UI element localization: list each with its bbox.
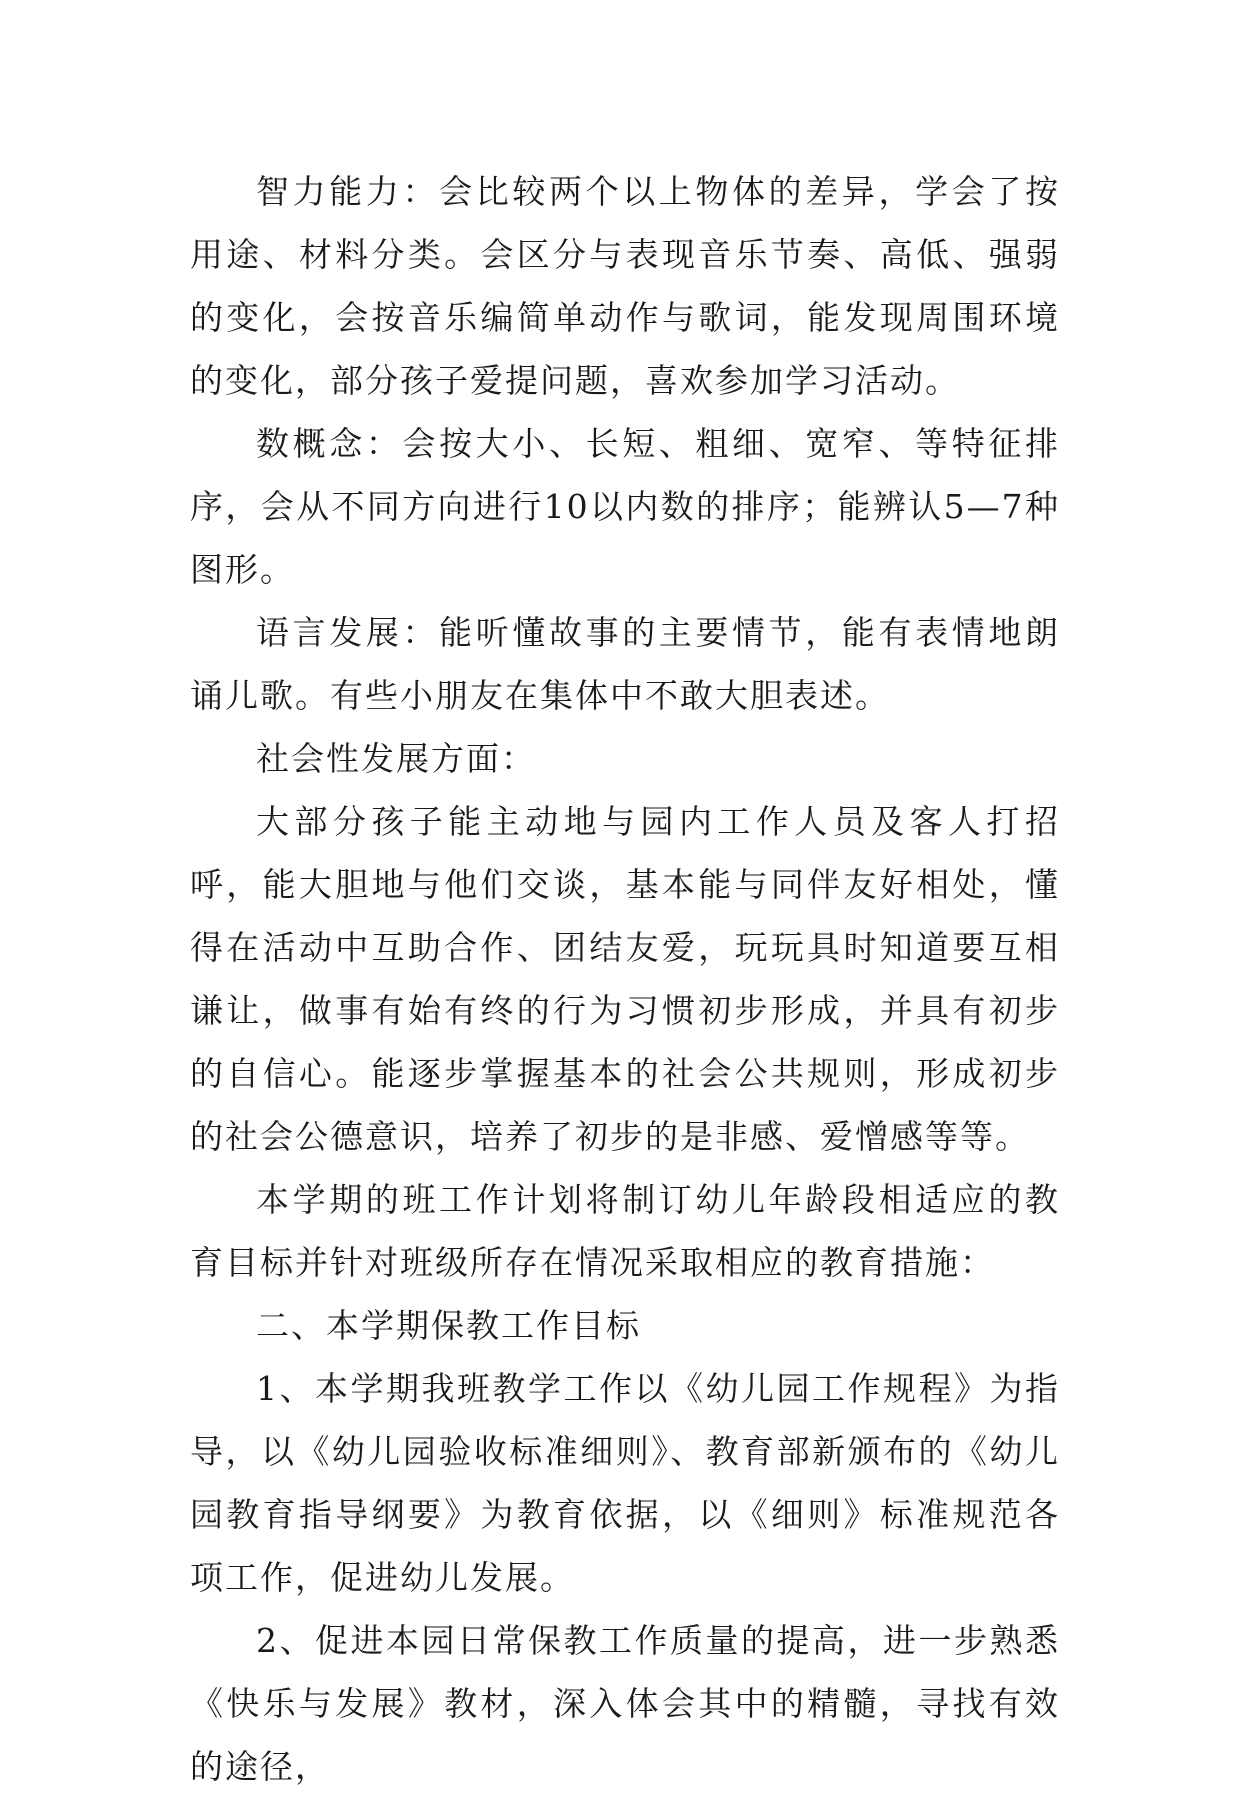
paragraph-intellectual-ability: 智力能力：会比较两个以上物体的差异，学会了按用途、材料分类。会区分与表现音乐节奏、高低、强弱的变化，会按音乐编简单动作与歌词，能发现周围环境的变化，部分孩子爱提问题，喜欢参加学习活动。 xyxy=(190,172,1060,400)
paragraph-number-concept: 数概念：会按大小、长短、粗细、宽窄、等特征排序，会从不同方向进行10以内数的排序；能辨认5—7种图形。 xyxy=(190,424,1060,589)
paragraph-language-development: 语言发展：能听懂故事的主要情节，能有表情地朗诵儿歌。有些小朋友在集体中不敢大胆表述。 xyxy=(190,613,1060,715)
document-body xyxy=(190,160,1060,1798)
paragraph-semester-plan: 本学期的班工作计划将制订幼儿年龄段相适应的教育目标并针对班级所存在情况采取相应的教育措施： xyxy=(190,1180,1060,1282)
paragraph-goal-2: 2、促进本园日常保教工作质量的提高，进一步熟悉《快乐与发展》教材，深入体会其中的精髓，寻找有效的途径， xyxy=(190,1621,1060,1786)
paragraph-goal-1: 1、本学期我班教学工作以《幼儿园工作规程》为指导，以《幼儿园验收标准细则》、教育部新颁布的《幼儿园教育指导纲要》为教育依据，以《细则》标准规范各项工作，促进幼儿发展。 xyxy=(190,1369,1060,1597)
section-heading-goals: 二、本学期保教工作目标 xyxy=(256,1306,641,1345)
paragraph-social-development: 大部分孩子能主动地与园内工作人员及客人打招呼，能大胆地与他们交谈，基本能与同伴友好相处，懂得在活动中互助合作、团结友爱，玩玩具时知道要互相谦让，做事有始有终的行为习惯初步形成，并具有初步的自信心。能逐步掌握基本的社会公共规则，形成初步的社会公德意识，培养了初步的是非感、爱憎感等等。 xyxy=(190,802,1060,1156)
paragraph-social-development-heading: 社会性发展方面： xyxy=(256,739,536,778)
